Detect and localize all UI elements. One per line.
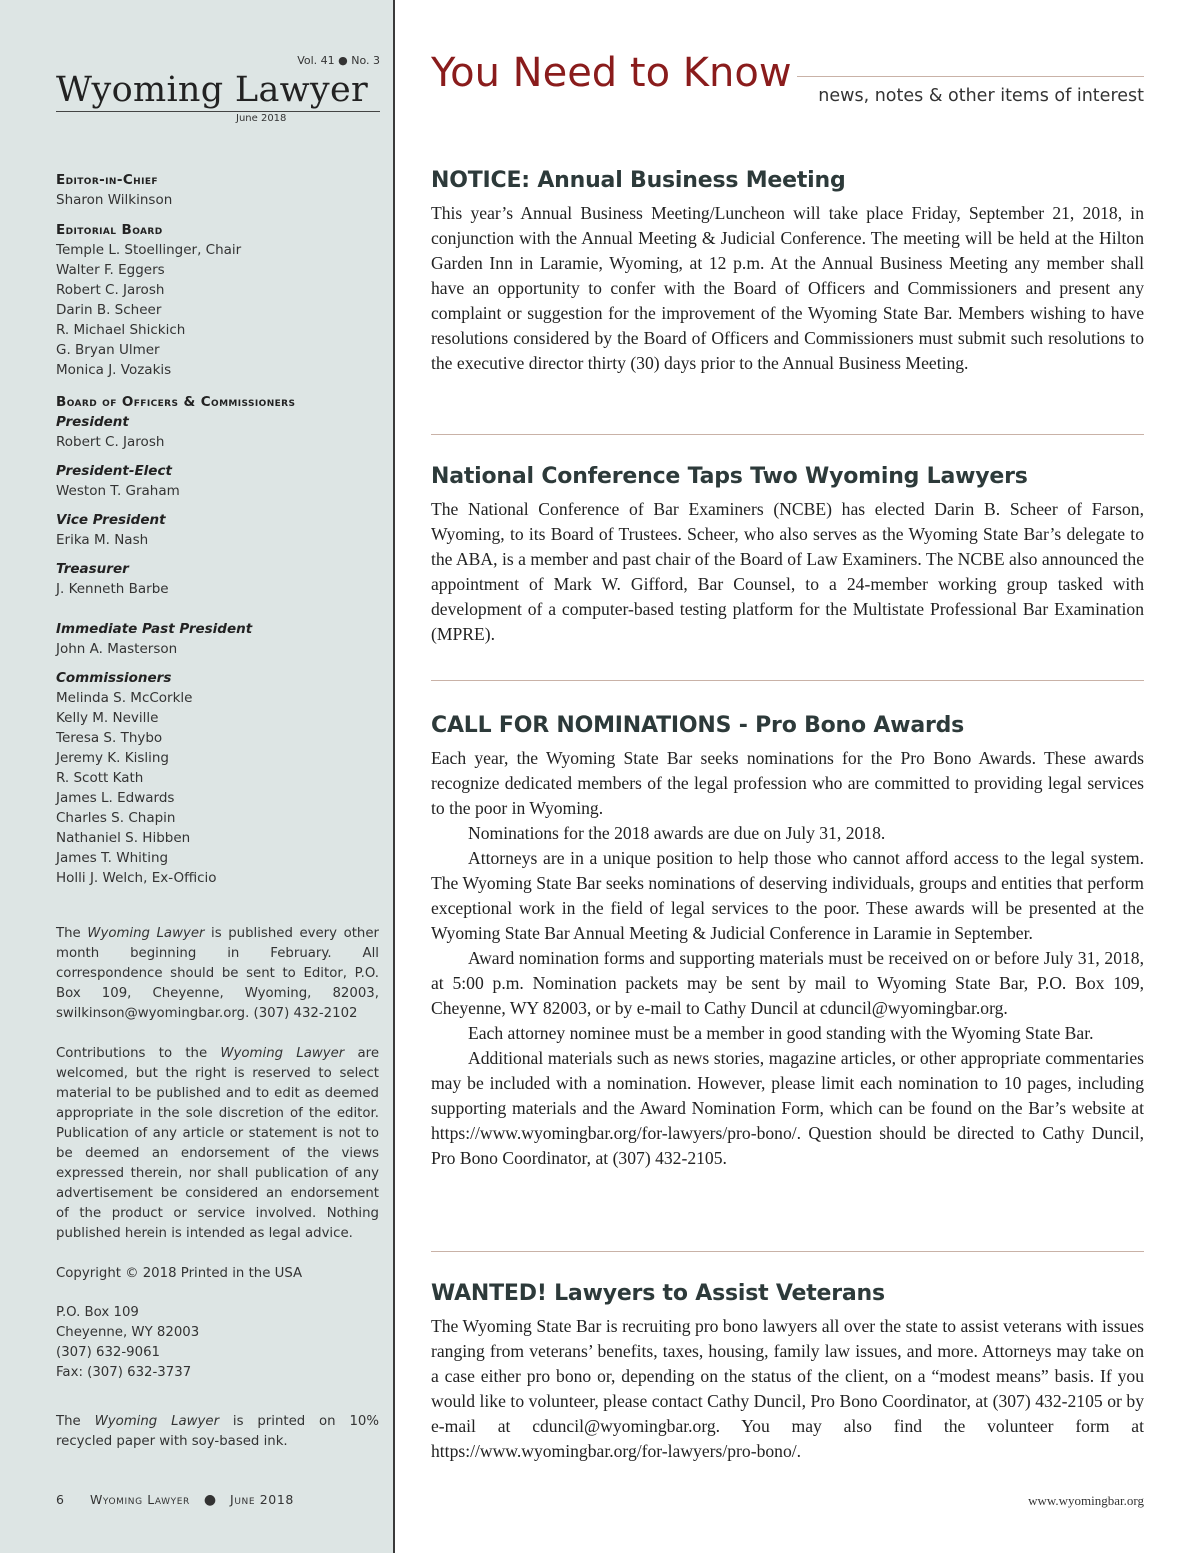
article-headline: CALL FOR NOMINATIONS - Pro Bono Awards: [431, 713, 965, 738]
mailing-address: P.O. Box 109 Cheyenne, WY 82003 (307) 632-9061 Fax: (307) 632-3737: [56, 1305, 200, 1380]
officer-name: Erika M. Nash: [56, 532, 149, 548]
board-member: Monica J. Vozakis: [56, 362, 172, 378]
editorial-board-heading: Editorial Board: [56, 222, 163, 238]
editor-heading: Editor-in-Chief: [56, 172, 158, 188]
section-subtitle: news, notes & other items of interest: [818, 86, 1144, 106]
article-paragraph: Additional materials such as news stories, magazine articles, or other appropriate commentaries may be included with a nomination. However, please limit each nomination to 10 pages, including supporting materials and the Award Nomination Form, which can be found on the Bar’s website at https://www.wyomingbar.org/for-lawyers/pro-bono/. Question should be directed to Cathy Duncil, Pro Bono Coordinator, at (307) 432-2105.: [431, 1048, 1144, 1168]
page-number: 6: [56, 1492, 64, 1507]
volume-number: Vol. 41 ● No. 3: [297, 54, 380, 67]
board-member: Temple L. Stoellinger, Chair: [56, 242, 242, 258]
commissioners-heading: Commissioners: [56, 670, 172, 686]
article-paragraph: Nominations for the 2018 awards are due on July 31, 2018.: [468, 823, 886, 843]
article-headline: NOTICE: Annual Business Meeting: [431, 168, 846, 193]
publication-title: Wyoming Lawyer: [87, 926, 205, 941]
publication-title: Wyoming Lawyer: [220, 1046, 345, 1061]
website-footer: www.wyomingbar.org: [1028, 1493, 1144, 1508]
page-footer-left: [56, 1492, 294, 1508]
staff-listing: [56, 170, 380, 888]
officer-name: Weston T. Graham: [56, 483, 180, 499]
article-divider: [431, 680, 1144, 681]
article-paragraph: This year’s Annual Business Meeting/Luncheon will take place Friday, September 21, 2018, in conjunction with the Annual Meeting & Judicial Conference. The meeting will be held at the Hilton Garden Inn in Laramie, Wyoming, at 12 p.m. At the Annual Business Meeting any member shall have an opportunity to confer with the Board of Officers and Commissioners and present any complaint or suggestion for the improvement of the Wyoming State Bar. Members wishing to have resolutions considered by the Board of Officers and Commissioners must submit such resolutions to the executive director thirty (30) days prior to the Annual Business Meeting.: [431, 203, 1144, 373]
article-divider: [431, 434, 1144, 435]
officer-title: President: [56, 414, 129, 430]
editor-name: Sharon Wilkinson: [56, 192, 173, 208]
article-annual-meeting: [431, 168, 1144, 376]
officer-title: Vice President: [56, 512, 166, 528]
publication-notice: The Wyoming Lawyer is published every other month beginning in February. All correspondence should be sent to Editor, P.O. Box 109, Cheyenne, Wyoming, 82003, swilkinson@wyomingbar.org. (307) 432-2102: [56, 926, 379, 1021]
contributions-notice: Contributions to the Wyoming Lawyer are welcomed, but the right is reserved to select material to be published and to edit as deemed appropriate in the sole discretion of the editor. Publication of any article or statement is not to be deemed an endorsement of the views expressed therein, nor shall publication of any advertisement be considered an endorsement of the product or service involved. Nothing published herein is intended as legal advice.: [56, 1046, 379, 1241]
board-member: R. Michael Shickich: [56, 322, 186, 338]
article-veterans: [431, 1281, 1144, 1464]
officer-name: John A. Masterson: [56, 641, 178, 657]
bullet-icon: ●: [203, 1492, 217, 1508]
article-paragraph: Award nomination forms and supporting materials must be received on or before July 31, 2018, at 5:00 p.m. Nomination packets may be sent by mail to Wyoming State Bar, P.O. Box 109, Cheyenne, WY 82003, or by e-mail to Cathy Duncil at cduncil@wyomingbar.org.: [431, 948, 1144, 1018]
article-pro-bono-awards: [431, 713, 1144, 1171]
sidebar: [0, 0, 395, 1553]
commissioner-name: Jeremy K. Kisling: [56, 750, 169, 766]
article-paragraph: Each year, the Wyoming State Bar seeks nominations for the Pro Bono Awards. These awards recognize dedicated members of the legal profession who are committed to providing legal services to the poor in Wyoming.: [431, 748, 1144, 818]
commissioner-name: Teresa S. Thybo: [56, 730, 163, 746]
article-paragraph: The Wyoming State Bar is recruiting pro bono lawyers all over the state to assist veterans with issues ranging from veterans’ benefits, taxes, housing, family law issues, and more. Attorneys may take on a case either pro bono or, depending on the status of the client, on a “modest means” basis. If you would like to volunteer, please contact Cathy Duncil, Pro Bono Coordinator, at (307) 432-2105 or by e-mail at cduncil@wyomingbar.org. You may also find the volunteer form at https://www.wyomingbar.org/for-lawyers/pro-bono/.: [431, 1316, 1144, 1461]
publication-title: Wyoming Lawyer: [94, 1414, 220, 1429]
footer-publication: Wyoming Lawyer: [89, 1492, 190, 1507]
footer-date: June 2018: [230, 1492, 294, 1507]
article-headline: WANTED! Lawyers to Assist Veterans: [431, 1281, 885, 1306]
officers-heading: Board of Officers & Commissioners: [56, 394, 296, 410]
commissioner-name: Holli J. Welch, Ex-Officio: [56, 870, 217, 886]
article-divider: [431, 1251, 1144, 1252]
copyright-notice: Copyright © 2018 Printed in the USA: [56, 1266, 303, 1281]
officer-name: Robert C. Jarosh: [56, 434, 165, 450]
masthead-rule: [56, 111, 380, 112]
recycled-paper-note: The Wyoming Lawyer is printed on 10% recycled paper with soy-based ink.: [56, 1414, 380, 1449]
article-paragraph: Attorneys are in a unique position to help those who cannot afford access to the legal system. The Wyoming State Bar seeks nominations of deserving individuals, groups and entities that perform exceptional work in the field of legal services to the poor. These awards will be presented at the Wyoming State Bar Annual Meeting & Judicial Conference in Laramie in September.: [431, 848, 1144, 943]
commissioner-name: Melinda S. McCorkle: [56, 690, 193, 706]
article-paragraph: The National Conference of Bar Examiners (NCBE) has elected Darin B. Scheer of Farson, Wyoming, to its Board of Trustees. Scheer, who also serves as the Wyoming State Bar’s delegate to the ABA, is a member and past chair of the Board of Law Examiners. The NCBE also announced the appointment of Mark W. Gifford, Bar Counsel, to a 24-member working group tasked with development of a computer-based testing platform for the Multistate Professional Bar Examination (MPRE).: [431, 499, 1144, 644]
commissioner-name: Nathaniel S. Hibben: [56, 830, 191, 846]
commissioner-name: R. Scott Kath: [56, 770, 144, 786]
commissioner-name: Charles S. Chapin: [56, 810, 176, 826]
section-title: You Need to Know: [431, 50, 792, 96]
article-ncbe: [431, 464, 1144, 647]
commissioner-name: James L. Edwards: [56, 790, 175, 806]
board-member: Robert C. Jarosh: [56, 282, 165, 298]
board-member: Walter F. Eggers: [56, 262, 165, 278]
officer-title: President-Elect: [56, 463, 172, 479]
commissioner-name: Kelly M. Neville: [56, 710, 159, 726]
board-member: Darin B. Scheer: [56, 302, 162, 318]
magazine-title: Wyoming Lawyer: [56, 70, 368, 110]
officer-name: J. Kenneth Barbe: [56, 581, 169, 597]
officer-title: Immediate Past President: [56, 621, 253, 637]
header-rule: [797, 76, 1144, 77]
article-paragraph: Each attorney nominee must be a member in good standing with the Wyoming State Bar.: [468, 1023, 1094, 1043]
board-member: G. Bryan Ulmer: [56, 342, 160, 358]
article-headline: National Conference Taps Two Wyoming Lawyers: [431, 464, 1028, 489]
commissioner-name: James T. Whiting: [56, 850, 169, 866]
officer-title: Treasurer: [56, 561, 129, 577]
issue-date: June 2018: [236, 113, 287, 124]
